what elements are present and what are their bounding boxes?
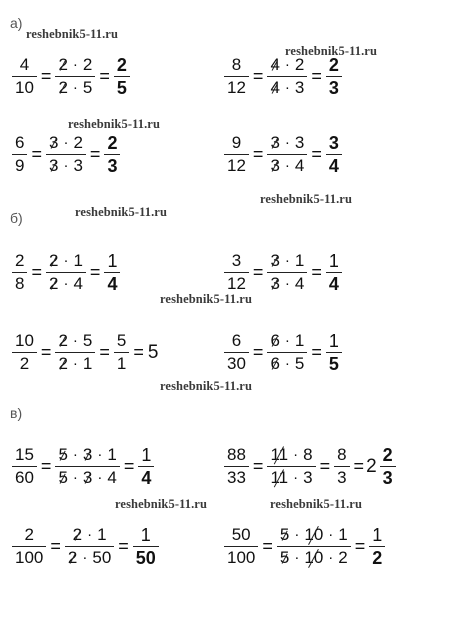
equals-sign: = bbox=[40, 342, 52, 362]
equals-sign: = bbox=[50, 536, 61, 556]
fraction-factored: 3 · 1 3 · 4 bbox=[267, 250, 307, 295]
equation-v4 bbox=[222, 524, 387, 569]
equals-sign: = bbox=[354, 536, 366, 556]
cancelled-factor: 10 bbox=[304, 548, 324, 567]
factor: 5 bbox=[82, 78, 93, 97]
fraction: $\frac{15}{60}$ bbox=[12, 444, 37, 489]
fraction: $\frac{2}{8}$ bbox=[12, 250, 27, 295]
fraction-result: $\frac{1}{4}$ bbox=[138, 444, 154, 489]
equals-sign: = bbox=[311, 262, 322, 282]
equals-sign: = bbox=[252, 144, 264, 164]
equation-a2 bbox=[222, 54, 344, 99]
fraction-factored: 2 · 1 2 · 50 bbox=[65, 524, 114, 569]
cancelled-factor: 6 bbox=[270, 354, 280, 373]
fraction-result: $\frac{2}{3}$ bbox=[326, 54, 342, 99]
cancelled-factor: 3 bbox=[270, 156, 280, 175]
equation-v1 bbox=[10, 444, 156, 489]
equation-b4 bbox=[222, 330, 344, 375]
fraction-factored: 4 · 2 4 · 3 bbox=[267, 54, 307, 99]
factor: 2 bbox=[82, 55, 93, 74]
equation-b1 bbox=[10, 250, 122, 295]
cancelled-factor: 3 bbox=[270, 274, 280, 293]
watermark: reshebnik5-11.ru bbox=[285, 44, 378, 58]
equals-sign: = bbox=[40, 456, 52, 476]
fraction-factored: 2 · 1 2 · 4 bbox=[46, 250, 86, 295]
equals-sign: = bbox=[311, 66, 322, 86]
fraction-result: $\frac{2}{5}$ bbox=[114, 54, 130, 99]
cancelled-factor: 11 bbox=[270, 468, 289, 487]
fraction-factored: 3 · 3 3 · 4 bbox=[267, 132, 307, 177]
equation-v3 bbox=[10, 524, 161, 569]
fraction-factored: 11 · 8 11 · 3 bbox=[267, 444, 315, 489]
cancelled-factor: 2 bbox=[48, 251, 59, 270]
fraction: $\frac{9}{12}$ bbox=[224, 132, 249, 177]
cancelled-factor: 2 bbox=[48, 274, 59, 293]
fraction-factored: 2 · 2 2 · 5 bbox=[55, 54, 95, 99]
denominator: 10 bbox=[15, 78, 34, 97]
mixed-number-whole: 2 bbox=[366, 455, 377, 477]
cancelled-factor: 6 bbox=[270, 331, 280, 350]
fraction: $\frac{50}{100}$ bbox=[224, 524, 258, 569]
fraction-result: $\frac{1}{4}$ bbox=[326, 250, 342, 295]
result-value: 5 bbox=[147, 341, 159, 363]
equals-sign: = bbox=[31, 144, 42, 164]
equals-sign: = bbox=[99, 342, 110, 362]
equals-sign: = bbox=[252, 262, 264, 282]
watermark: reshebnik5-11.ru bbox=[115, 497, 208, 511]
equation-b2 bbox=[222, 250, 344, 295]
equals-sign: = bbox=[252, 66, 264, 86]
fraction: $\frac{3}{12}$ bbox=[224, 250, 249, 295]
cancelled-factor: 5 bbox=[58, 468, 68, 487]
numerator: 4 bbox=[19, 55, 30, 74]
fraction: $\frac{6}{30}$ bbox=[224, 330, 249, 375]
fraction: $\frac{2}{100}$ bbox=[12, 524, 46, 569]
watermark: reshebnik5-11.ru bbox=[26, 27, 119, 41]
equation-a3 bbox=[10, 132, 122, 177]
cancelled-factor: 2 bbox=[72, 525, 83, 544]
fraction-result: $\frac{1}{2}$ bbox=[369, 524, 385, 569]
cancelled-factor: 2 bbox=[58, 78, 68, 97]
watermark: reshebnik5-11.ru bbox=[270, 497, 363, 511]
cancelled-factor: 2 bbox=[67, 548, 78, 567]
fraction-result: $\frac{1}{4}$ bbox=[104, 250, 120, 295]
fraction-factored: 2 · 5 2 · 1 bbox=[55, 330, 95, 375]
equals-sign: = bbox=[31, 262, 42, 282]
equals-sign: = bbox=[133, 342, 144, 362]
equals-sign: = bbox=[89, 144, 101, 164]
cancelled-factor: 5 bbox=[58, 445, 68, 464]
equation-a4 bbox=[222, 132, 344, 177]
cancelled-factor: 11 bbox=[270, 445, 289, 464]
fraction-result: $\frac{1}{5}$ bbox=[326, 330, 342, 375]
fraction-factored: 5 · 10 · 1 5 · 10 · 2 bbox=[277, 524, 351, 569]
cancelled-factor: 5 bbox=[279, 525, 290, 544]
equals-sign: = bbox=[311, 342, 322, 362]
equals-sign: = bbox=[118, 536, 129, 556]
equals-sign: = bbox=[262, 536, 273, 556]
cancelled-factor: 2 bbox=[58, 55, 68, 74]
equals-sign: = bbox=[89, 262, 101, 282]
equals-sign: = bbox=[311, 144, 322, 164]
equals-sign: = bbox=[252, 342, 264, 362]
cancelled-factor: 3 bbox=[82, 468, 93, 487]
fraction-factored: 5 · 3 · 1 5 · 3 · 4 bbox=[55, 444, 119, 489]
cancelled-factor: 2 bbox=[58, 354, 68, 373]
equals-sign: = bbox=[319, 456, 331, 476]
equation-v2 bbox=[222, 444, 398, 489]
watermark: reshebnik5-11.ru bbox=[260, 192, 353, 206]
cancelled-factor: 3 bbox=[48, 133, 59, 152]
fraction-result: $\frac{1}{50}$ bbox=[133, 524, 159, 569]
watermark: reshebnik5-11.ru bbox=[160, 379, 253, 393]
fraction-result: $\frac{2}{3}$ bbox=[104, 132, 120, 177]
fraction: $\frac{88}{33}$ bbox=[224, 444, 249, 489]
fraction: $\frac{8}{12}$ bbox=[224, 54, 249, 99]
equals-sign: = bbox=[252, 456, 264, 476]
cancelled-factor: 3 bbox=[82, 445, 93, 464]
cancelled-factor: 5 bbox=[279, 548, 290, 567]
watermark: reshebnik5-11.ru bbox=[68, 117, 161, 131]
cancelled-factor: 3 bbox=[270, 133, 280, 152]
equals-sign: = bbox=[40, 66, 52, 86]
equals-sign: = bbox=[353, 456, 365, 476]
section-label-b: б) bbox=[10, 210, 23, 226]
equation-a1 bbox=[10, 54, 132, 99]
fraction-intermediate: $\frac{5}{1}$ bbox=[114, 330, 129, 375]
fraction: $\frac{6}{9}$ bbox=[12, 132, 27, 177]
equation-b3 bbox=[10, 330, 160, 375]
fraction-factored: 6 · 1 6 · 5 bbox=[267, 330, 307, 375]
section-label-v: в) bbox=[10, 405, 23, 421]
fraction bbox=[12, 54, 37, 99]
cancelled-factor: 3 bbox=[48, 156, 59, 175]
equals-sign: = bbox=[99, 66, 110, 86]
cancelled-factor: 4 bbox=[270, 78, 280, 97]
cancelled-factor: 10 bbox=[304, 525, 324, 544]
watermark: reshebnik5-11.ru bbox=[160, 292, 253, 306]
mixed-number-fraction: $\frac{2}{3}$ bbox=[380, 444, 396, 489]
cancelled-factor: 3 bbox=[270, 251, 280, 270]
fraction: $\frac{10}{2}$ bbox=[12, 330, 37, 375]
equals-sign: = bbox=[123, 456, 135, 476]
cancelled-factor: 2 bbox=[58, 331, 68, 350]
watermark: reshebnik5-11.ru bbox=[75, 205, 168, 219]
cancelled-factor: 4 bbox=[270, 55, 280, 74]
fraction-intermediate: $\frac{8}{3}$ bbox=[334, 444, 349, 489]
fraction-result: $\frac{3}{4}$ bbox=[326, 132, 342, 177]
section-label-a: а) bbox=[10, 15, 23, 31]
fraction-factored: 3 · 2 3 · 3 bbox=[46, 132, 86, 177]
